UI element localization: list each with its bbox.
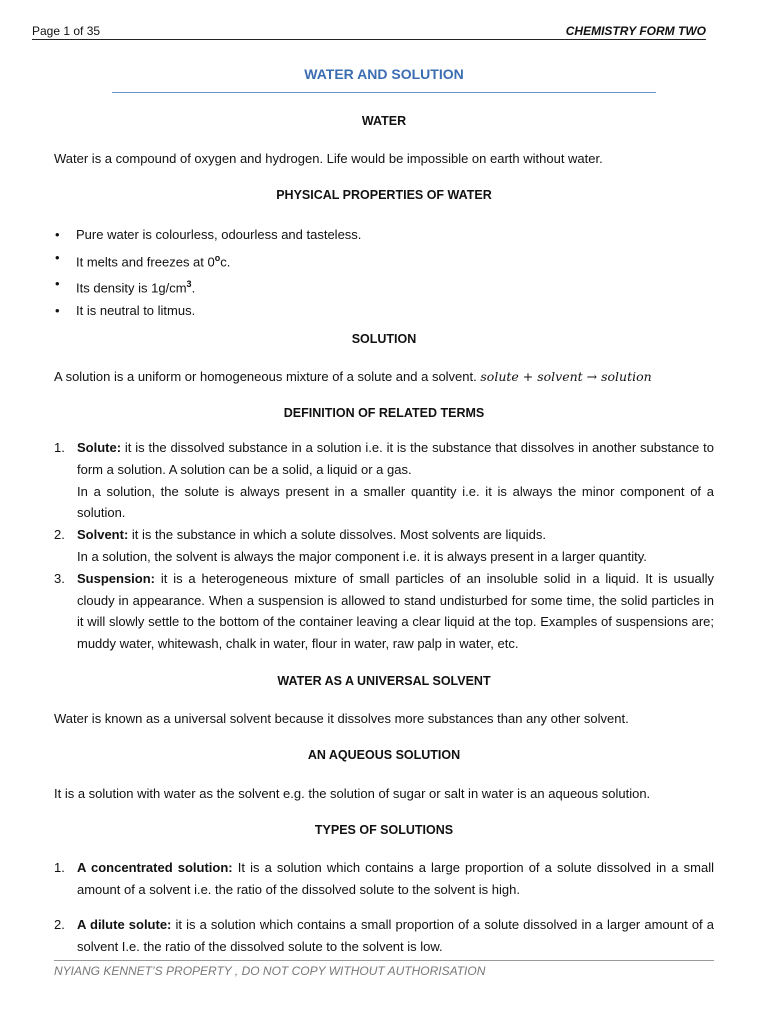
types-list [54,857,714,901]
list-item [54,568,714,655]
heading-solution: SOLUTION [351,332,417,346]
list-item [54,524,714,568]
term-text: it is the substance in which a solute dissolves. Most solvents are liquids. [131,527,546,543]
term-text: it is a heterogeneous mixture of small particles of an insoluble solid in a liquid. It is usually cloudy in appearance. When a suspension is allowed to stand undisturbed for some time, the solid particles in it will slowly settle to the bottom of the container leaving a clear liquid at the top. Examples of suspensions are; muddy water, whitewash, chalk in water, flour in water, raw palp in water, etc. [77,570,714,652]
aqueous-paragraph: It is a solution with water as the solvent e.g. the solution of sugar or salt in water is an aqueous solution. [54,786,651,801]
water-paragraph: Water is a compound of oxygen and hydrogen. Life would be impossible on earth without water. [54,151,603,166]
list-item [54,437,714,524]
property-text: Its density is 1g/cm [76,280,187,296]
property-text-end: . [191,280,196,296]
definitions-list [54,437,714,655]
footer-notice: NYIANG KENNET’S PROPERTY , DO NOT COPY WITHOUT AUTHORISATION [54,964,486,978]
term-label: A dilute solute: [77,917,172,932]
term-text: it is a solution which contains a small proportion of a solute dissolved in a larger amount of a solvent I.e. the ratio of the dissolved solute to the solvent is low. [77,917,714,954]
footer-rule [54,960,714,961]
types-list-continued [54,914,714,958]
list-item [54,247,714,274]
list-item [54,914,714,958]
universal-solvent-paragraph: Water is known as a universal solvent because it dissolves more substances than any other solvent. [54,711,629,726]
bullet-icon: • [55,276,60,292]
term-text: it is the dissolved substance in a solution i.e. it is the substance that dissolves in another substance to form a solution. A solution can be a solid, a liquid or a gas. [77,440,714,477]
bullet-icon: • [55,227,60,242]
bullet-icon: • [55,303,60,319]
property-text-end: c. [220,253,231,269]
item-number: 1. [54,440,65,455]
term-extra: In a solution, the solute is always present in a smaller quantity i.e. it is always the minor component of a solution. [77,483,714,521]
property-text: Pure water is colourless, odourless and tasteless. [76,227,362,242]
solution-definition: A solution is a uniform or homogeneous mixture of a solute and a solvent. [54,369,477,384]
page-number: Page 1 of 35 [32,24,101,38]
list-item [54,273,714,300]
solution-paragraph [54,366,714,388]
bullet-icon: • [55,249,60,265]
title-underline [112,92,656,93]
term-extra: In a solution, the solvent is always the major component i.e. it is always present in a larger quantity. [77,548,647,564]
property-text: It melts and freezes at 0 [76,253,215,269]
list-item [54,300,714,323]
item-number: 3. [54,570,65,586]
subject-header: CHEMISTRY FORM TWO [565,24,706,38]
list-item [54,224,714,247]
heading-aqueous-solution: AN AQUEOUS SOLUTION [307,748,461,762]
solution-equation: solute + solvent → solution [480,369,652,384]
term-label: A concentrated solution: [77,860,233,875]
heading-types-of-solutions: TYPES OF SOLUTIONS [314,823,454,837]
item-number: 1. [54,860,65,875]
header-rule [32,39,706,40]
term-label: Solvent: [77,527,129,543]
term-text: It is a solution which contains a large proportion of a solute dissolved in a small amount of a solvent i.e. the ratio of the dissolved solute to the solvent is high. [77,860,714,897]
physical-properties-list [54,224,714,323]
term-label: Suspension: [77,570,156,586]
heading-definitions: DEFINITION OF RELATED TERMS [283,406,485,420]
item-number: 2. [54,917,65,932]
heading-physical-properties: PHYSICAL PROPERTIES OF WATER [276,188,492,202]
heading-universal-solvent: WATER AS A UNIVERSAL SOLVENT [277,674,491,688]
property-text: It is neutral to litmus. [76,303,196,319]
degree-superscript: o [214,252,221,263]
cube-superscript: 3 [186,279,192,290]
heading-water: WATER [361,114,407,128]
term-label: Solute: [77,440,122,455]
item-number: 2. [54,527,65,543]
document-title: WATER AND SOLUTION [304,66,464,82]
list-item [54,857,714,901]
